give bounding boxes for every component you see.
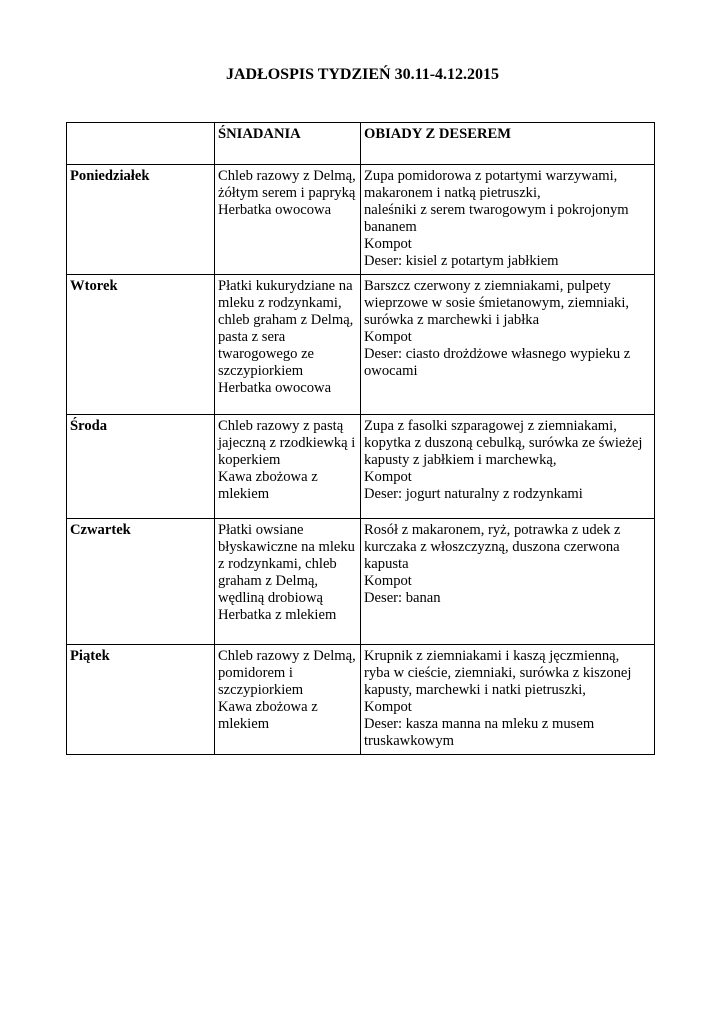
table-row	[67, 165, 655, 275]
cell-line: owocami	[364, 363, 418, 379]
lunch-cell	[361, 415, 655, 519]
breakfast-cell	[215, 415, 361, 519]
cell-line: surówka z marchewki i jabłka	[364, 312, 540, 328]
day-cell: Poniedziałek	[67, 165, 215, 275]
cell-line: Herbatka owocowa	[218, 380, 332, 396]
table-row	[67, 645, 655, 755]
lunch-cell	[361, 519, 655, 645]
menu-table	[66, 122, 655, 755]
page-title: JADŁOSPIS TYDZIEŃ 30.11-4.12.2015	[225, 66, 500, 83]
cell-line: Płatki owsiane	[218, 522, 304, 538]
cell-line: Zupa z fasolki szparagowej z ziemniakami,	[364, 418, 617, 434]
cell-line: Zupa pomidorowa z potartymi warzywami,	[364, 168, 618, 184]
cell-line: Herbatka z mlekiem	[218, 607, 337, 623]
cell-line: wędliną drobiową	[218, 590, 323, 606]
cell-line: Rosół z makaronem, ryż, potrawka z udek z	[364, 522, 621, 538]
cell-line: szczypiorkiem	[218, 682, 304, 698]
table-row	[67, 275, 655, 415]
cell-line: Deser: banan	[364, 590, 441, 606]
header-lunch: OBIADY Z DESEREM	[361, 123, 655, 165]
cell-line: kapusta	[364, 556, 409, 572]
cell-line: jajeczną z rzodkiewką i	[218, 435, 356, 451]
cell-line: Chleb razowy z Delmą,	[218, 168, 356, 184]
cell-line: mleku z rodzynkami,	[218, 295, 342, 311]
day-cell: Piątek	[67, 645, 215, 755]
cell-line: twarogowego ze	[218, 346, 315, 362]
cell-line: koperkiem	[218, 452, 281, 468]
cell-line: z rodzynkami, chleb	[218, 556, 337, 572]
breakfast-cell	[215, 645, 361, 755]
cell-line: Deser: kisiel z potartym jabłkiem	[364, 253, 559, 269]
table-row	[67, 415, 655, 519]
cell-line: Kompot	[364, 329, 412, 345]
cell-line: Deser: ciasto drożdżowe własnego wypieku z	[364, 346, 631, 362]
cell-line: bananem	[364, 219, 417, 235]
lunch-cell	[361, 165, 655, 275]
cell-line: Barszcz czerwony z ziemniakami, pulpety	[364, 278, 611, 294]
cell-line: mlekiem	[218, 486, 270, 502]
cell-line: Deser: jogurt naturalny z rodzynkami	[364, 486, 583, 502]
cell-line: kapusty, marchewki i natki pietruszki,	[364, 682, 586, 698]
cell-line: żółtym serem i papryką	[218, 185, 356, 201]
cell-line: kopytka z duszoną cebulką, surówka ze świeżej	[364, 435, 643, 451]
cell-line: kapusty z jabłkiem i marchewką,	[364, 452, 557, 468]
cell-line: Deser: kasza manna na mleku z musem	[364, 716, 595, 732]
cell-line: Kompot	[364, 699, 412, 715]
cell-line: Chleb razowy z Delmą,	[218, 648, 356, 664]
cell-line: pomidorem i	[218, 665, 293, 681]
cell-line: pasta z sera	[218, 329, 286, 345]
cell-line: Chleb razowy z pastą	[218, 418, 344, 434]
cell-line: graham z Delmą,	[218, 573, 319, 589]
cell-line: Kawa zbożowa z	[218, 469, 318, 485]
cell-line: Herbatka owocowa	[218, 202, 332, 218]
day-cell: Wtorek	[67, 275, 215, 415]
header-breakfast: ŚNIADANIA	[215, 123, 361, 165]
table-row	[67, 519, 655, 645]
cell-line: mlekiem	[218, 716, 270, 732]
lunch-cell	[361, 275, 655, 415]
day-cell: Środa	[67, 415, 215, 519]
lunch-cell	[361, 645, 655, 755]
cell-line: Kompot	[364, 469, 412, 485]
day-cell: Czwartek	[67, 519, 215, 645]
cell-line: Krupnik z ziemniakami i kaszą jęczmienną,	[364, 648, 620, 664]
cell-line: szczypiorkiem	[218, 363, 304, 379]
breakfast-cell	[215, 519, 361, 645]
breakfast-cell	[215, 275, 361, 415]
cell-line: makaronem i natką pietruszki,	[364, 185, 541, 201]
cell-line: wieprzowe w sosie śmietanowym, ziemniaki,	[364, 295, 630, 311]
cell-line: Płatki kukurydziane na	[218, 278, 353, 294]
cell-line: kurczaka z włoszczyzną, duszona czerwona	[364, 539, 620, 555]
cell-line: Kompot	[364, 573, 412, 589]
cell-line: chleb graham z Delmą,	[218, 312, 354, 328]
breakfast-cell	[215, 165, 361, 275]
cell-line: ryba w cieście, ziemniaki, surówka z kiszonej	[364, 665, 632, 681]
cell-line: Kompot	[364, 236, 412, 252]
cell-line: Kawa zbożowa z	[218, 699, 318, 715]
cell-line: truskawkowym	[364, 733, 454, 749]
header-corner	[67, 123, 215, 165]
cell-line: błyskawiczne na mleku	[218, 539, 355, 555]
cell-line: naleśniki z serem twarogowym i pokrojonym	[364, 202, 629, 218]
table-header-row	[67, 123, 655, 165]
